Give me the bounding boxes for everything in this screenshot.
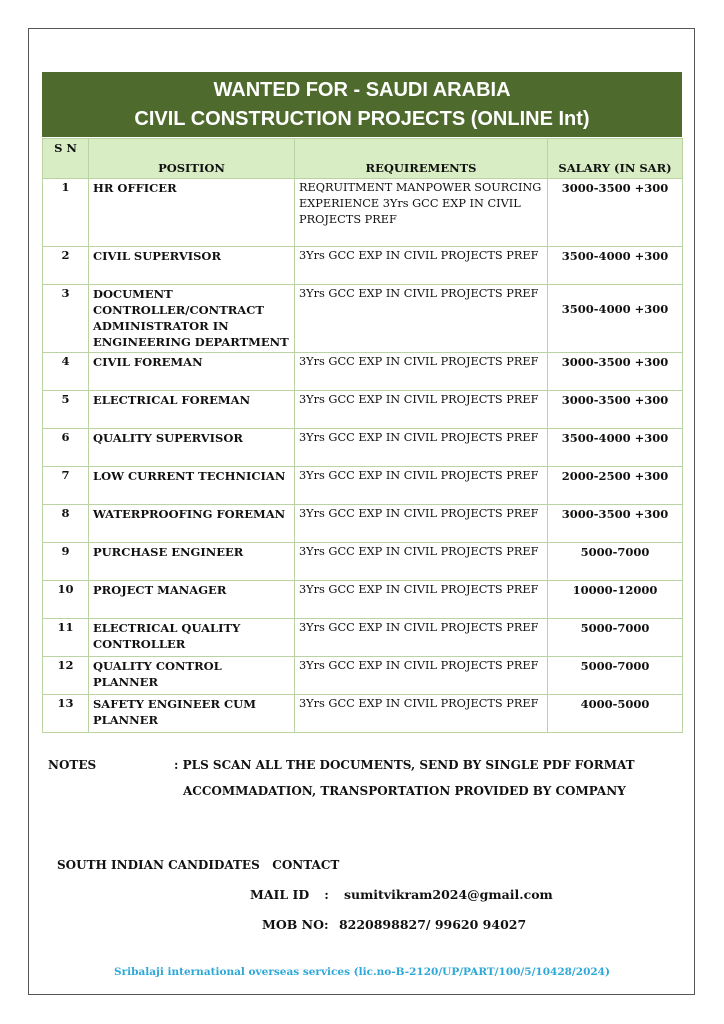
table-row [43, 247, 683, 285]
row-salary: 3000-3500 +300 [548, 505, 683, 543]
row-salary: 4000-5000 [548, 695, 683, 733]
row-requirements: 3Yrs GCC EXP IN CIVIL PROJECTS PREF [295, 619, 548, 657]
row-position: CIVIL FOREMAN [89, 353, 295, 391]
jobs-table [42, 138, 683, 733]
row-requirements: 3Yrs GCC EXP IN CIVIL PROJECTS PREF [295, 505, 548, 543]
row-requirements: 3Yrs GCC EXP IN CIVIL PROJECTS PREF [295, 467, 548, 505]
row-requirements: 3Yrs GCC EXP IN CIVIL PROJECTS PREF [295, 353, 548, 391]
table-row [43, 353, 683, 391]
table-row [43, 657, 683, 695]
mob-label: MOB NO: [262, 917, 329, 932]
row-salary: 5000-7000 [548, 543, 683, 581]
table-row [43, 179, 683, 247]
row-position: WATERPROOFING FOREMAN [89, 505, 295, 543]
table-header-row [43, 139, 683, 179]
title-line-2: CIVIL CONSTRUCTION PROJECTS (ONLINE Int) [134, 108, 590, 130]
row-requirements: 3Yrs GCC EXP IN CIVIL PROJECTS PREF [295, 285, 548, 353]
row-salary: 5000-7000 [548, 619, 683, 657]
row-sn: 3 [43, 285, 89, 353]
row-sn: 6 [43, 429, 89, 467]
row-sn: 9 [43, 543, 89, 581]
row-salary: 3000-3500 +300 [548, 353, 683, 391]
row-requirements: 3Yrs GCC EXP IN CIVIL PROJECTS PREF [295, 429, 548, 467]
row-position: ELECTRICAL QUALITY CONTROLLER [89, 619, 295, 657]
row-salary: 3500-4000 +300 [548, 285, 683, 353]
row-requirements: 3Yrs GCC EXP IN CIVIL PROJECTS PREF [295, 581, 548, 619]
row-salary: 3000-3500 +300 [548, 179, 683, 247]
contact-heading: SOUTH INDIAN CANDIDATES CONTACT [57, 858, 340, 872]
title-line-1: WANTED FOR - SAUDI ARABIA [213, 79, 511, 101]
row-salary: 2000-2500 +300 [548, 467, 683, 505]
row-sn: 8 [43, 505, 89, 543]
col-header-salary: SALARY (IN SAR) [548, 139, 683, 179]
row-requirements: 3Yrs GCC EXP IN CIVIL PROJECTS PREF [295, 543, 548, 581]
row-salary: 3000-3500 +300 [548, 391, 683, 429]
table-row [43, 581, 683, 619]
table-row [43, 467, 683, 505]
row-salary: 10000-12000 [548, 581, 683, 619]
table-row [43, 695, 683, 733]
table-row [43, 391, 683, 429]
mail-label: MAIL ID [250, 887, 310, 902]
table-row [43, 543, 683, 581]
col-header-requirements: REQUIREMENTS [295, 139, 548, 179]
row-position: SAFETY ENGINEER CUM PLANNER [89, 695, 295, 733]
table-row [43, 505, 683, 543]
row-salary: 3500-4000 +300 [548, 247, 683, 285]
row-position: DOCUMENT CONTROLLER/CONTRACT ADMINISTRATOR IN ENGINEERING DEPARTMENT [89, 285, 295, 353]
row-position: LOW CURRENT TECHNICIAN [89, 467, 295, 505]
row-salary: 5000-7000 [548, 657, 683, 695]
row-sn: 2 [43, 247, 89, 285]
footer-license: Sribalaji international overseas services (lic.no-B-2120/UP/PART/100/5/10428/2024) [114, 966, 610, 978]
row-position: PROJECT MANAGER [89, 581, 295, 619]
row-position: ELECTRICAL FOREMAN [89, 391, 295, 429]
row-sn: 1 [43, 179, 89, 247]
mob-number[interactable]: 8220898827/ 99620 94027 [338, 917, 527, 932]
table-row [43, 619, 683, 657]
row-sn: 12 [43, 657, 89, 695]
title-banner [42, 72, 682, 137]
table-row [43, 429, 683, 467]
mail-line: MAIL ID : sumitvikram2024@gmail.com [250, 887, 553, 902]
row-requirements: REQRUITMENT MANPOWER SOURCING EXPERIENCE 3Yrs GCC EXP IN CIVIL PROJECTS PREF [295, 179, 548, 247]
mail-address[interactable]: sumitvikram2024@gmail.com [343, 887, 553, 902]
row-requirements: 3Yrs GCC EXP IN CIVIL PROJECTS PREF [295, 657, 548, 695]
row-position: QUALITY CONTROL PLANNER [89, 657, 295, 695]
row-position: QUALITY SUPERVISOR [89, 429, 295, 467]
notes-line-1: : PLS SCAN ALL THE DOCUMENTS, SEND BY SINGLE PDF FORMAT [174, 758, 635, 772]
row-sn: 4 [43, 353, 89, 391]
table-row [43, 285, 683, 353]
row-sn: 5 [43, 391, 89, 429]
row-requirements: 3Yrs GCC EXP IN CIVIL PROJECTS PREF [295, 695, 548, 733]
col-header-sn: S N [43, 139, 89, 179]
row-salary: 3500-4000 +300 [548, 429, 683, 467]
row-sn: 7 [43, 467, 89, 505]
mobile-line [262, 917, 526, 932]
row-sn: 10 [43, 581, 89, 619]
col-header-position: POSITION [89, 139, 295, 179]
row-sn: 13 [43, 695, 89, 733]
row-requirements: 3Yrs GCC EXP IN CIVIL PROJECTS PREF [295, 391, 548, 429]
row-sn: 11 [43, 619, 89, 657]
notes-line-2: ACCOMMADATION, TRANSPORTATION PROVIDED BY COMPANY [183, 784, 626, 798]
row-position: CIVIL SUPERVISOR [89, 247, 295, 285]
row-position: HR OFFICER [89, 179, 295, 247]
notes-label: NOTES [48, 758, 97, 772]
row-position: PURCHASE ENGINEER [89, 543, 295, 581]
row-requirements: 3Yrs GCC EXP IN CIVIL PROJECTS PREF [295, 247, 548, 285]
